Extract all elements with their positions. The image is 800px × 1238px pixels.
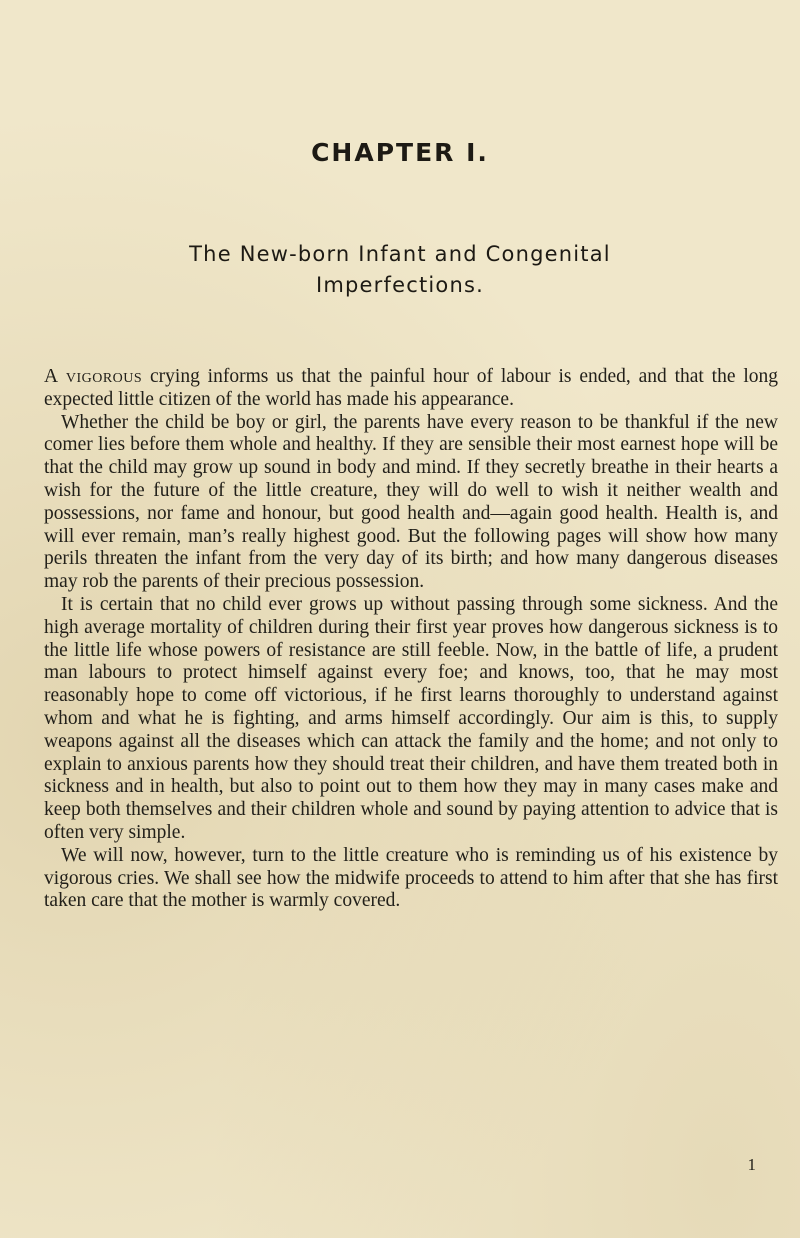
paragraph-1 (44, 366, 778, 412)
chapter-subtitle (0, 239, 800, 301)
chapter-subtitle-line-1: The New-born Infant and Congenital (189, 242, 611, 266)
paragraph-3: It is certain that no child ever grows up without passing through some sickness. And the high average mortality of children during their first year proves how dangerous sickness is to the little life whose powers of resistance are still feeble. Now, in the battle of life, a prudent man labours to protect himself against every foe; and knows, too, that he may most reasonably hope to come off victorious, if he first learns thoroughly to understand against whom and what he is fighting, and arms himself accordingly. Our aim is this, to supply weapons against all the diseases which can attack the family and the home; and not only to explain to anxious parents how they should treat their children, and have them treated both in sickness and in health, but also to point out to them how they may in many cases make and keep both themselves and their children whole and sound by paying attention to advice that is often very simple. (44, 593, 778, 843)
paragraph-1-text: crying informs us that the painful hour of labour is ended, and that the long expected little citizen of the world has made his appearance. (44, 366, 778, 410)
page-number: 1 (747, 1155, 756, 1174)
paragraph-4: We will now, however, turn to the little creature who is reminding us of his existence by vigorous cries. We shall see how the midwife proceeds to attend to him after that she has first taken care that the mother is warmly covered. (44, 844, 778, 912)
chapter-heading: CHAPTER I. (311, 138, 489, 167)
body-text (44, 366, 778, 913)
chapter-subtitle-line-2: Imperfections. (315, 273, 485, 297)
paragraph-2: Whether the child be boy or girl, the parents have every reason to be thankful if the new comer lies before them whole and healthy. If they are sensible their most earnest hope will be that the child may grow up sound in body and mind. If they secretly breathe in their hearts a wish for the future of the little creature, they will do well to wish it neither wealth and possessions, nor fame and honour, but good health and—again good health. Health is, and will ever remain, man’s really highest good. But the following pages will show how many perils threaten the infant from the very day of its birth; and how many dangerous diseases may rob the parents of their precious possession. (44, 411, 778, 593)
paragraph-1-lead: A vigorous (44, 366, 143, 387)
